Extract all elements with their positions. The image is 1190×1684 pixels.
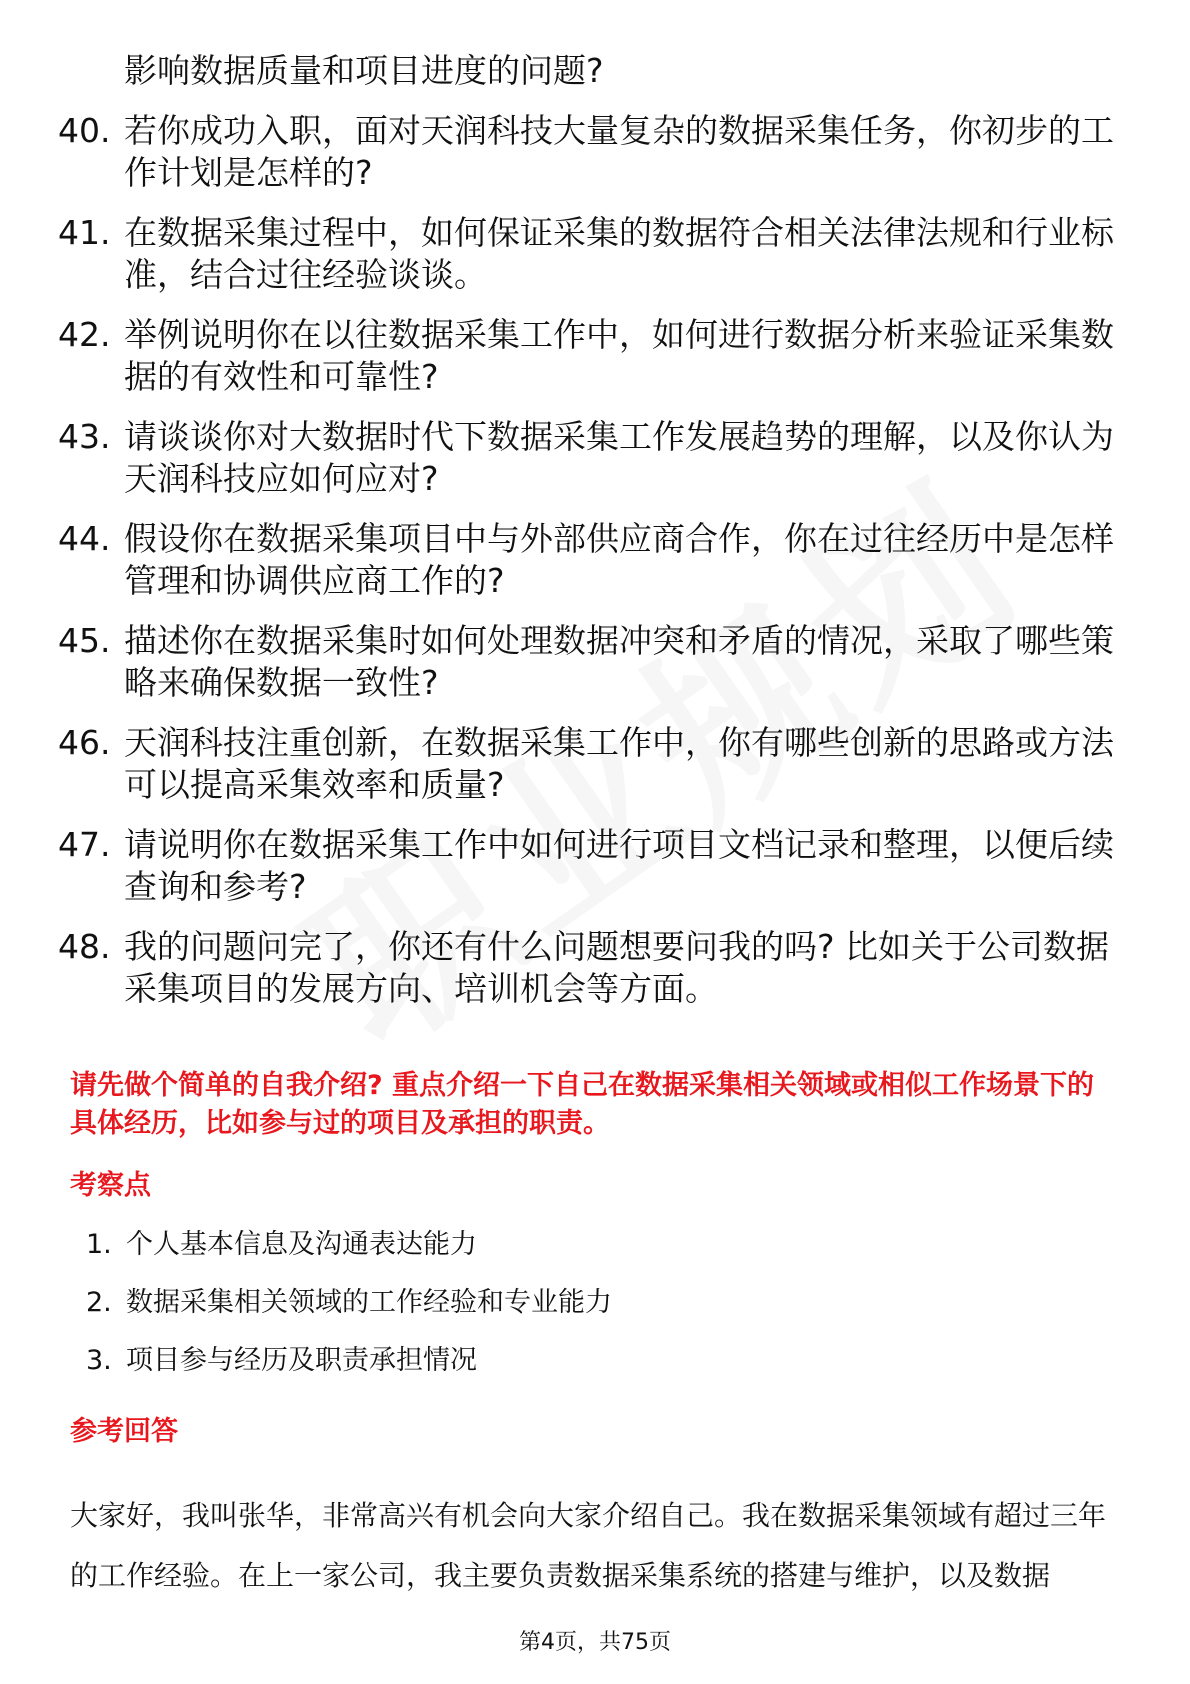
question-text: 天润科技注重创新，在数据采集工作中，你有哪些创新的思路或方法可以提高采集效率和质量? <box>124 723 1114 804</box>
question-item <box>58 926 1118 1010</box>
reference-answer-title: 参考回答 <box>70 1416 178 1447</box>
exam-point-item <box>86 1343 986 1379</box>
exam-point-item <box>86 1285 986 1321</box>
question-item <box>58 110 1118 194</box>
question-number: 42. <box>58 315 111 354</box>
question-text: 我的问题问完了，你还有什么问题想要问我的吗? 比如关于公司数据采集项目的发展方向、培训机会等方面。 <box>124 927 1110 1008</box>
question-number: 46. <box>58 723 111 762</box>
question-number: 41. <box>58 213 111 252</box>
question-item <box>58 212 1118 296</box>
question-item <box>58 416 1118 500</box>
exam-point-text: 数据采集相关领域的工作经验和专业能力 <box>126 1287 612 1318</box>
question-number: 44. <box>58 519 111 558</box>
exam-points-title: 考察点 <box>70 1170 151 1201</box>
exam-point-text: 项目参与经历及职责承担情况 <box>126 1345 477 1376</box>
question-item <box>58 824 1118 908</box>
question-number: 43. <box>58 417 111 456</box>
question-text: 假设你在数据采集项目中与外部供应商合作，你在过往经历中是怎样管理和协调供应商工作的? <box>124 519 1114 600</box>
highlight-question: 请先做个简单的自我介绍? 重点介绍一下自己在数据采集相关领域或相似工作场景下的具体经历，比如参与过的项目及承担的职责。 <box>70 1070 1095 1139</box>
question-number: 48. <box>58 927 111 966</box>
question-text: 若你成功入职，面对天润科技大量复杂的数据采集任务，你初步的工作计划是怎样的? <box>124 111 1114 192</box>
question-item <box>58 722 1118 806</box>
question-text: 在数据采集过程中，如何保证采集的数据符合相关法律法规和行业标准，结合过往经验谈谈。 <box>124 213 1114 294</box>
question-item <box>58 620 1118 704</box>
exam-point-text: 个人基本信息及沟通表达能力 <box>126 1229 477 1260</box>
question-text: 描述你在数据采集时如何处理数据冲突和矛盾的情况，采取了哪些策略来确保数据一致性? <box>124 621 1114 702</box>
question-number: 47. <box>58 825 111 864</box>
question-text: 举例说明你在以往数据采集工作中，如何进行数据分析来验证采集数据的有效性和可靠性? <box>124 315 1114 396</box>
question-number: 45. <box>58 621 111 660</box>
exam-point-item <box>86 1227 986 1263</box>
question-number: 40. <box>58 111 111 150</box>
question-text: 请谈谈你对大数据时代下数据采集工作发展趋势的理解，以及你认为天润科技应如何应对? <box>124 417 1114 498</box>
exam-point-number: 2. <box>86 1287 112 1318</box>
question-list <box>58 50 1118 1028</box>
page-footer: 第4页，共75页 <box>519 1630 671 1655</box>
exam-point-number: 3. <box>86 1345 112 1376</box>
question-continuation: 影响数据质量和项目进度的问题? <box>124 51 604 90</box>
question-item <box>58 314 1118 398</box>
question-item <box>58 518 1118 602</box>
exam-points-list <box>86 1227 986 1401</box>
question-text: 请说明你在数据采集工作中如何进行项目文档记录和整理，以便后续查询和参考? <box>124 825 1114 906</box>
reference-answer-text: 大家好，我叫张华，非常高兴有机会向大家介绍自己。我在数据采集领域有超过三年的工作经验。在上一家公司，我主要负责数据采集系统的搭建与维护，以及数据 <box>70 1499 1107 1592</box>
exam-point-number: 1. <box>86 1229 112 1260</box>
